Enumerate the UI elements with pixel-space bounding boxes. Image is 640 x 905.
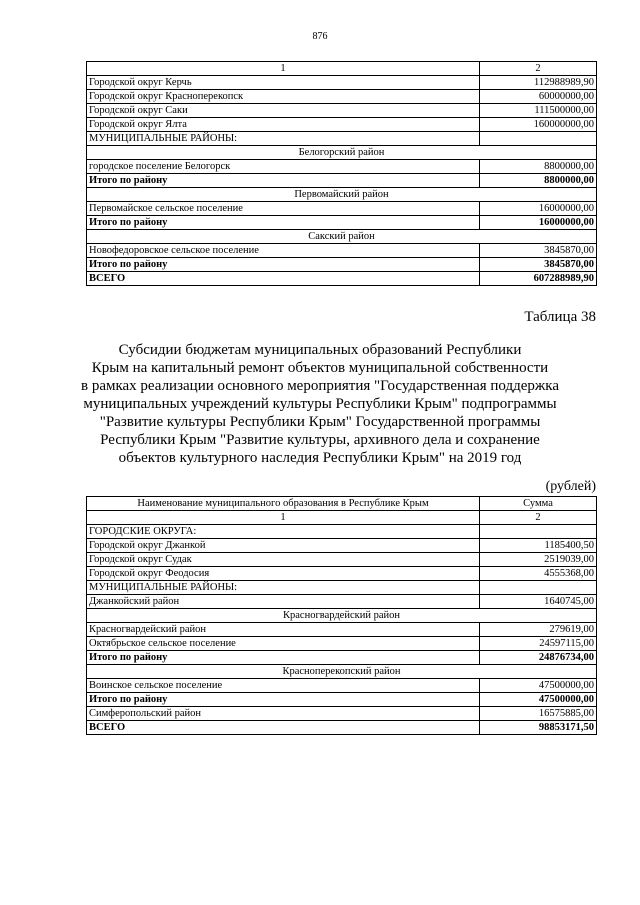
- total-value: 24876734,00: [480, 651, 597, 665]
- district-title: Сакский район: [87, 230, 597, 244]
- table-caption: Таблица 38: [524, 309, 596, 325]
- row-value: 47500000,00: [480, 679, 597, 693]
- header-col-1: 1: [87, 62, 480, 76]
- section-label: ГОРОДСКИЕ ОКРУГА:: [87, 525, 480, 539]
- district-title: Красногвардейский район: [87, 609, 597, 623]
- grand-total-value: 607288989,90: [480, 272, 597, 286]
- table-row: [87, 202, 597, 216]
- section-row: [87, 525, 597, 539]
- district-total-row: [87, 651, 597, 665]
- title-line: объектов культурного наследия Республики Крым" на 2019 год: [118, 450, 522, 466]
- table-header-row: [87, 497, 597, 511]
- grand-total-row: [87, 721, 597, 735]
- subsidy-table-continued: [86, 61, 597, 286]
- row-name: Городской округ Саки: [87, 104, 480, 118]
- row-name: Симферопольский район: [87, 707, 480, 721]
- table-row: [87, 118, 597, 132]
- district-total-row: [87, 258, 597, 272]
- district-heading-row: [87, 609, 597, 623]
- table-row: [87, 637, 597, 651]
- total-value: 8800000,00: [480, 174, 597, 188]
- district-heading-row: [87, 230, 597, 244]
- total-label: Итого по району: [87, 174, 480, 188]
- title-line: Субсидии бюджетам муниципальных образований Республики: [118, 342, 522, 358]
- row-name: Воинское сельское поселение: [87, 679, 480, 693]
- district-total-row: [87, 216, 597, 230]
- table-row: [87, 707, 597, 721]
- row-value: 112988989,90: [480, 76, 597, 90]
- table-row: [87, 567, 597, 581]
- title-line: "Развитие культуры Республики Крым" Государственной программы: [99, 414, 541, 430]
- district-title: Белогорский район: [87, 146, 597, 160]
- section-label: МУНИЦИПАЛЬНЫЕ РАЙОНЫ:: [87, 581, 480, 595]
- section-row: [87, 132, 597, 146]
- table-title: [70, 341, 570, 467]
- row-name: городское поселение Белогорск: [87, 160, 480, 174]
- table-row: [87, 160, 597, 174]
- row-value: 160000000,00: [480, 118, 597, 132]
- unit-label: (рублей): [545, 479, 596, 494]
- header-col-1: 1: [87, 511, 480, 525]
- district-heading-row: [87, 146, 597, 160]
- total-label: Итого по району: [87, 693, 480, 707]
- table-row: [87, 553, 597, 567]
- title-line: в рамках реализации основного мероприятия "Государственная поддержка: [80, 378, 560, 394]
- table-row: [87, 244, 597, 258]
- row-name: Городской округ Феодосия: [87, 567, 480, 581]
- total-value: 3845870,00: [480, 258, 597, 272]
- header-name: Наименование муниципального образования в Республике Крым: [87, 497, 480, 511]
- row-name: Городской округ Джанкой: [87, 539, 480, 553]
- district-title: Первомайский район: [87, 188, 597, 202]
- grand-total-row: [87, 272, 597, 286]
- row-value: 8800000,00: [480, 160, 597, 174]
- total-label: Итого по району: [87, 216, 480, 230]
- row-name: Городской округ Красноперекопск: [87, 90, 480, 104]
- total-value: 47500000,00: [480, 693, 597, 707]
- row-value: 4555368,00: [480, 567, 597, 581]
- row-value: 60000000,00: [480, 90, 597, 104]
- header-amount: Сумма: [480, 497, 597, 511]
- row-value: 111500000,00: [480, 104, 597, 118]
- section-row: [87, 581, 597, 595]
- table-row: [87, 76, 597, 90]
- table-header-numbers-row: [87, 511, 597, 525]
- district-total-row: [87, 693, 597, 707]
- row-value: 24597115,00: [480, 637, 597, 651]
- title-line: Крым на капитальный ремонт объектов муниципальной собственности: [91, 360, 549, 376]
- title-line: муниципальных учреждений культуры Республики Крым" подпрограммы: [83, 396, 557, 412]
- grand-total-value: 98853171,50: [480, 721, 597, 735]
- table-row: [87, 679, 597, 693]
- row-name: Городской округ Ялта: [87, 118, 480, 132]
- table-header-row: [87, 62, 597, 76]
- district-heading-row: [87, 665, 597, 679]
- district-total-row: [87, 174, 597, 188]
- row-name: Первомайское сельское поселение: [87, 202, 480, 216]
- grand-total-label: ВСЕГО: [87, 272, 480, 286]
- row-name: Городской округ Судак: [87, 553, 480, 567]
- table-row: [87, 104, 597, 118]
- row-name: Городской округ Керчь: [87, 76, 480, 90]
- table-row: [87, 595, 597, 609]
- district-heading-row: [87, 188, 597, 202]
- row-value: 2519039,00: [480, 553, 597, 567]
- row-name: Джанкойский район: [87, 595, 480, 609]
- section-label: МУНИЦИПАЛЬНЫЕ РАЙОНЫ:: [87, 132, 480, 146]
- table-row: [87, 539, 597, 553]
- header-col-2: 2: [480, 62, 597, 76]
- total-value: 16000000,00: [480, 216, 597, 230]
- table-row: [87, 90, 597, 104]
- subsidy-table-38: [86, 496, 597, 735]
- title-line: Республики Крым "Развитие культуры, архивного дела и сохранение: [100, 432, 540, 448]
- row-value: 16000000,00: [480, 202, 597, 216]
- row-value: 1640745,00: [480, 595, 597, 609]
- row-value: 1185400,50: [480, 539, 597, 553]
- row-name: Октябрьское сельское поселение: [87, 637, 480, 651]
- total-label: Итого по району: [87, 651, 480, 665]
- table-row: [87, 623, 597, 637]
- row-value: 16575885,00: [480, 707, 597, 721]
- grand-total-label: ВСЕГО: [87, 721, 480, 735]
- district-title: Красноперекопский район: [87, 665, 597, 679]
- row-value: 279619,00: [480, 623, 597, 637]
- row-value: 3845870,00: [480, 244, 597, 258]
- header-col-2: 2: [480, 511, 597, 525]
- row-name: Новофедоровское сельское поселение: [87, 244, 480, 258]
- total-label: Итого по району: [87, 258, 480, 272]
- page-number: 876: [312, 31, 328, 42]
- row-name: Красногвардейский район: [87, 623, 480, 637]
